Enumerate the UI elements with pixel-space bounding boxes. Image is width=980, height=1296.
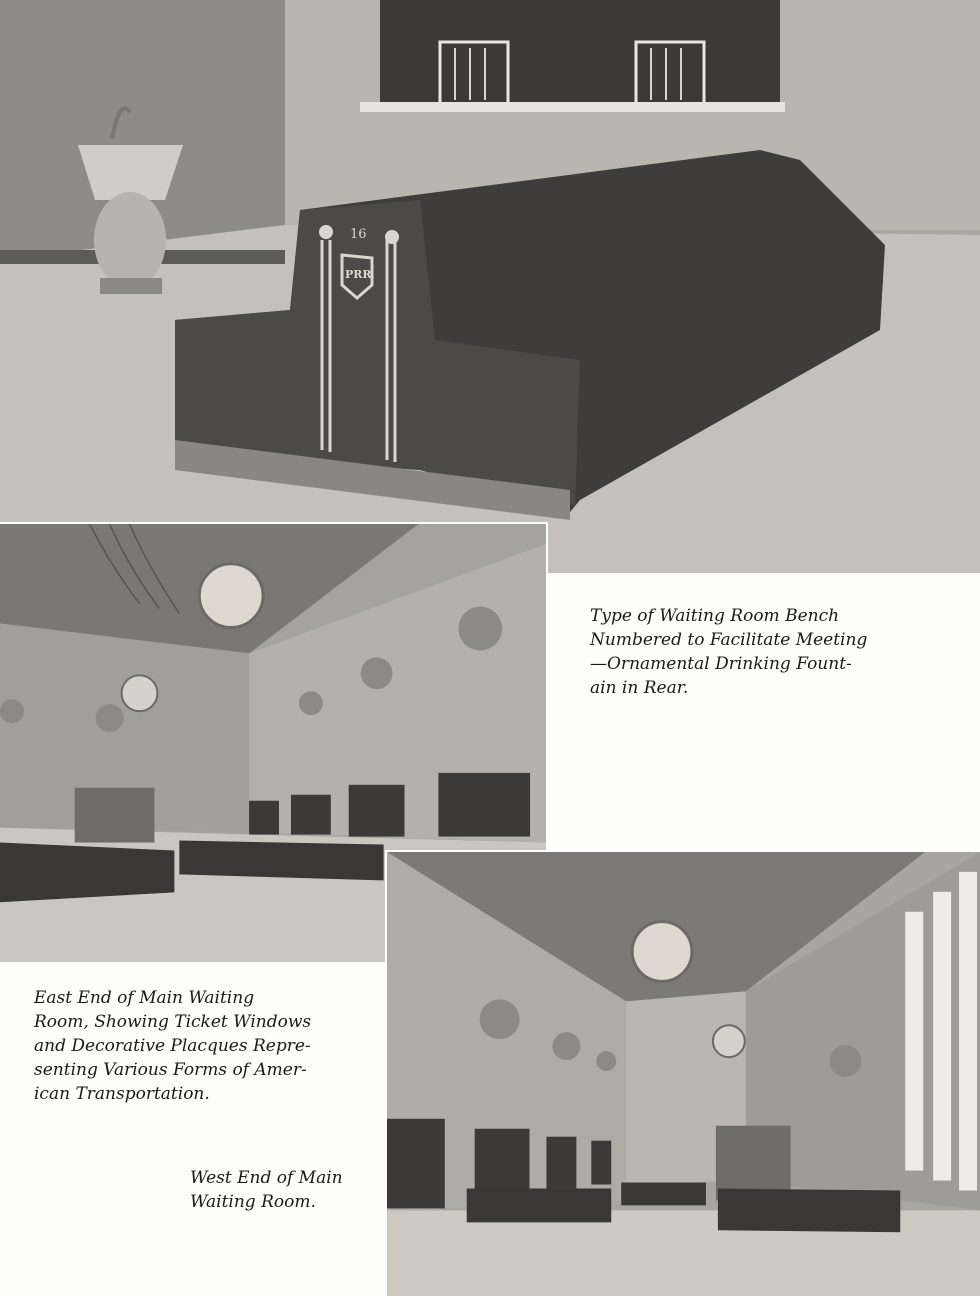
east-caption-line: East End of Main Waiting bbox=[34, 988, 255, 1008]
bench-caption-line: —Ornamental Drinking Fount- bbox=[590, 654, 852, 674]
bench-caption-line: Numbered to Facilitate Meeting bbox=[590, 630, 868, 650]
bench-logo: PRR bbox=[345, 268, 372, 281]
east-caption-line: senting Various Forms of Amer- bbox=[34, 1060, 307, 1080]
bench-number: 16 bbox=[350, 227, 367, 242]
west-caption-line: Waiting Room. bbox=[190, 1192, 316, 1212]
west-caption-line: West End of Main bbox=[190, 1168, 343, 1188]
bench-caption bbox=[590, 604, 867, 700]
west-end-caption bbox=[190, 1166, 343, 1214]
east-caption-line: and Decorative Placques Repre- bbox=[34, 1036, 311, 1056]
west-end-photo bbox=[385, 850, 980, 1296]
bench-photo bbox=[0, 0, 980, 573]
bench-caption-line: ain in Rear. bbox=[590, 678, 689, 698]
bench-caption-line: Type of Waiting Room Bench bbox=[590, 606, 840, 626]
east-end-caption bbox=[34, 986, 311, 1106]
east-caption-line: ican Transportation. bbox=[34, 1084, 210, 1104]
east-caption-line: Room, Showing Ticket Windows bbox=[34, 1012, 312, 1032]
